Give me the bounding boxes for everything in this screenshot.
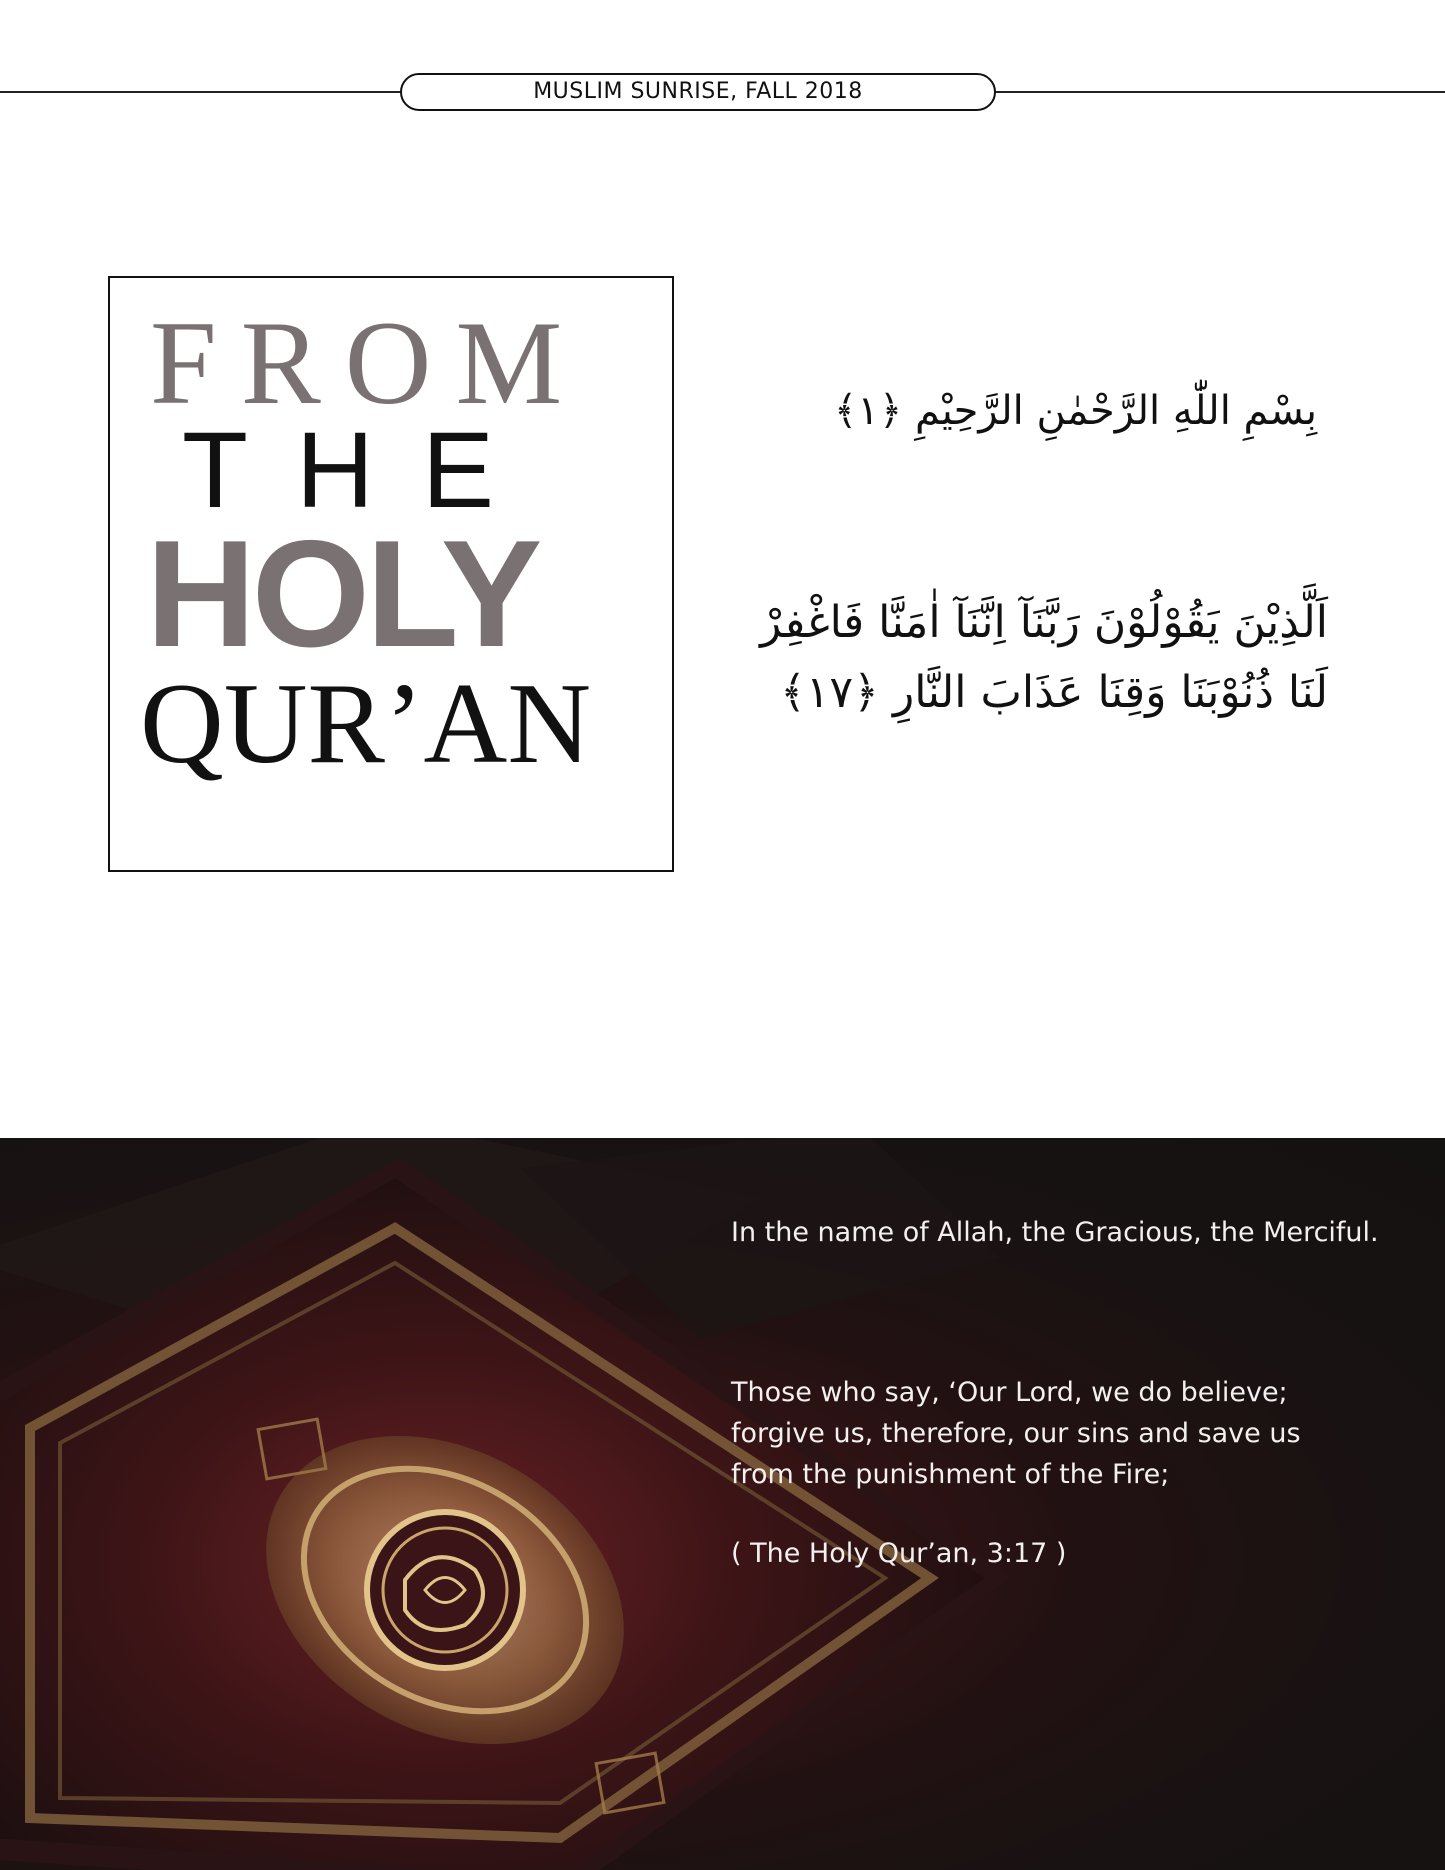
quran-photo-panel (0, 1138, 1445, 1870)
title-box (108, 276, 674, 872)
title-the: THE (182, 409, 542, 530)
title-from: FROM (150, 296, 587, 429)
translation-bismillah: In the name of Allah, the Gracious, the Merciful. (731, 1217, 1379, 1248)
verse-reference: ( The Holy Qur’an, 3:17 ) (731, 1538, 1067, 1569)
publication-header: MUSLIM SUNRISE, FALL 2018 (400, 73, 996, 111)
title-quran: QUR’AN (140, 660, 592, 788)
title-holy: HOLY (146, 509, 539, 679)
arabic-verse: اَلَّذِيْنَ يَقُوْلُوْنَ رَبَّنَآ اِنَّنَآ اٰمَنَّا فَاغْفِرْ لَنَا ذُنُوْبَنَا وَقِنَا عَذَابَ النَّارِ ﴿١٧﴾ (760, 597, 1328, 718)
translation-verse: Those who say, ‘Our Lord, we do believe; forgive us, therefore, our sins and save us from the punishment of the Fire; (731, 1377, 1301, 1490)
arabic-bismillah: بِسْمِ اللّٰهِ الرَّحْمٰنِ الرَّحِيْمِ ﴿١﴾ (833, 388, 1317, 434)
